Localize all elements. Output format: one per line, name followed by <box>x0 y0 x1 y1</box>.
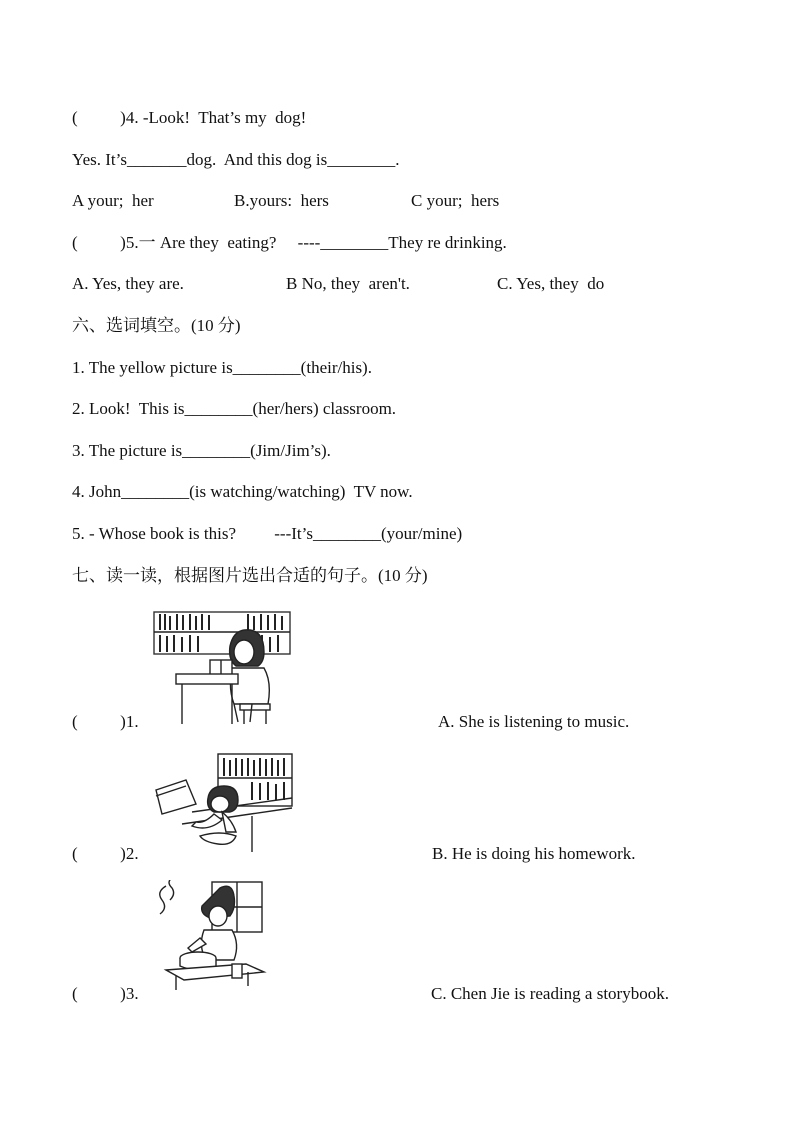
question-5-option-c: C. Yes, they do <box>497 274 605 293</box>
reading-girl-illustration <box>152 608 292 726</box>
listening-girl-illustration <box>152 752 294 856</box>
section-7-heading: 七、读一读，根据图片选出合适的句子。(10 分) <box>72 566 428 585</box>
homework-girl-illustration <box>152 880 268 992</box>
question-5-stem: ( )5.一 Are they eating? ----________They re drinking. <box>72 233 507 252</box>
question-5-option-a: A. Yes, they are. <box>72 274 184 293</box>
section-6-item-4: 4. John________(is watching/watching) TV now. <box>72 482 413 501</box>
section-7-option-c: C. Chen Jie is reading a storybook. <box>431 984 669 1003</box>
section-7-blank-2: ( )2. <box>72 844 139 863</box>
section-6-item-5: 5. - Whose book is this? ---It’s________(your/mine) <box>72 524 463 543</box>
section-7-blank-3: ( )3. <box>72 984 139 1003</box>
section-6-item-1: 1. The yellow picture is________(their/his). <box>72 358 372 377</box>
section-7-blank-1: ( )1. <box>72 712 139 731</box>
section-7-option-a: A. She is listening to music. <box>438 712 630 731</box>
section-6-item-3: 3. The picture is________(Jim/Jim’s). <box>72 441 331 460</box>
question-5-option-b: B No, they aren't. <box>286 274 410 293</box>
question-4-stem: ( )4. -Look! That’s my dog! <box>72 108 307 127</box>
question-4-option-c: C your; hers <box>411 191 500 210</box>
section-6-heading: 六、选词填空。(10 分) <box>72 316 241 335</box>
section-7-option-b: B. He is doing his homework. <box>432 844 636 863</box>
question-4-line2: Yes. It’s_______dog. And this dog is________. <box>72 150 400 169</box>
question-4-option-b: B.yours: hers <box>234 191 329 210</box>
question-4-option-a: A your; her <box>72 191 154 210</box>
section-6-item-2: 2. Look! This is________(her/hers) classroom. <box>72 399 397 418</box>
